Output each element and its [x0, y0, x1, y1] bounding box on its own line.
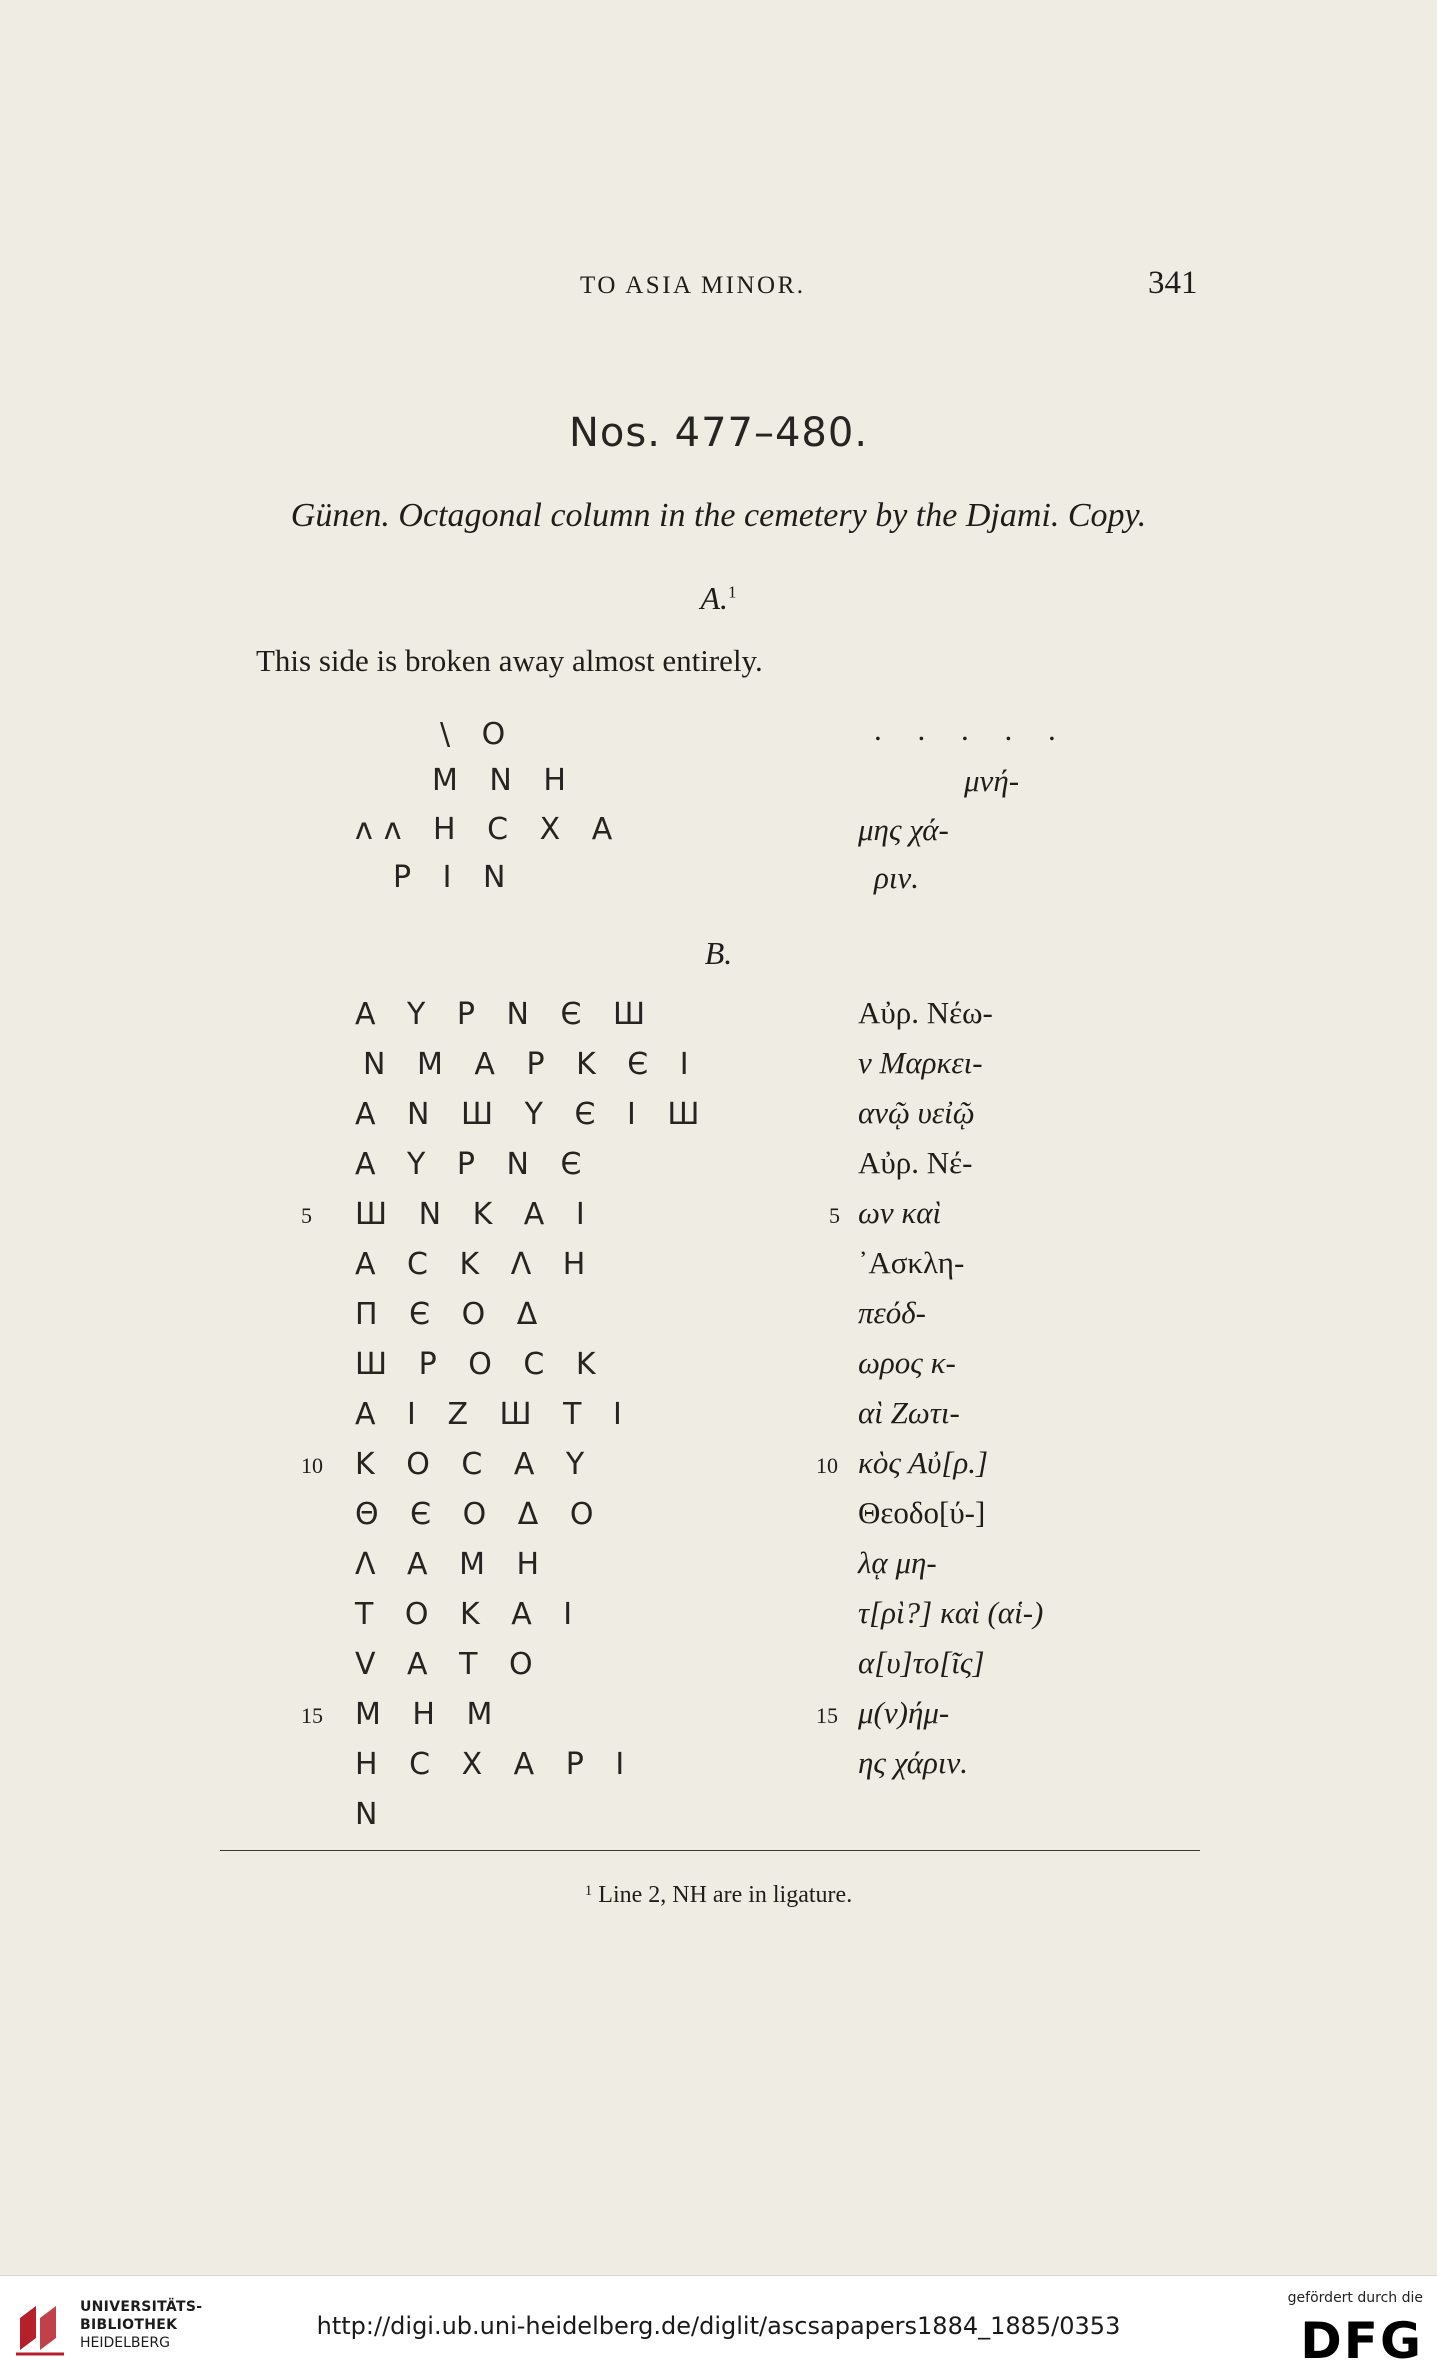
transcription-line: . . . . .: [874, 712, 1070, 747]
uncial-line: M H M: [355, 1697, 504, 1732]
uncial-line: N M A P K Є I: [363, 1047, 700, 1082]
section-b-label: B.: [704, 935, 733, 971]
transcription-line: τ[ρὶ?] καὶ (αἱ-): [858, 1595, 1044, 1630]
transcription-line: αὶ Ζωτι-: [858, 1395, 960, 1430]
uncial-line: Ш N K A I: [355, 1197, 596, 1232]
transcription-line: πεόδ-: [858, 1295, 926, 1330]
uncial-line: П Є O Δ: [355, 1297, 549, 1332]
line-number: 5: [829, 1203, 840, 1228]
line-number: 10: [301, 1453, 323, 1478]
line-number: 5: [301, 1203, 312, 1228]
uncial-line: Λ A M H: [355, 1547, 551, 1582]
digitization-footer: [0, 2275, 1437, 2380]
transcription-line: μνή-: [964, 763, 1020, 798]
line-number: 15: [816, 1703, 838, 1728]
transcription-line: ᾿Ασκλη-: [858, 1245, 965, 1280]
source-url[interactable]: http://digi.ub.uni-heidelberg.de/diglit/ascsapapers1884_1885/0353: [316, 2312, 1121, 2340]
uncial-line: T O K A I: [355, 1597, 584, 1632]
uncial-line: H C X A P I: [355, 1747, 636, 1782]
transcription-line: κὸς Αὐ[ρ.]: [858, 1445, 989, 1480]
transcription-line: ωρος κ-: [858, 1345, 956, 1380]
uncial-line: P I N: [393, 860, 517, 895]
transcription-line: Αὐρ. Νέ-: [858, 1145, 973, 1180]
section-a-heading: [0, 580, 1437, 617]
institution-name: UNIVERSITÄTS- BIBLIOTHEK HEIDELBERG: [80, 2299, 203, 2351]
transcription-line: λᾳ μη-: [858, 1545, 937, 1580]
uncial-line: V A T O: [355, 1647, 544, 1682]
transcription-line: μ(ν)ήμ-: [858, 1695, 950, 1730]
transcription-line: ανῷ υεἰῷ: [858, 1095, 975, 1130]
page-title: Nos. 477–480.: [568, 410, 869, 456]
footnote-ref: 1: [728, 582, 737, 602]
uncial-line: A Y P N Є Ш: [355, 997, 657, 1032]
transcription-line: ν Μαρκει-: [858, 1045, 983, 1080]
transcription-line: α[υ]το[ῖς]: [858, 1645, 985, 1680]
footnote-text: Line 2, NH are in ligature.: [598, 1882, 853, 1908]
transcription-line: Θεοδο[ύ-]: [858, 1495, 986, 1530]
transcription-line: μης χά-: [858, 812, 949, 847]
uncial-line: N: [355, 1797, 389, 1832]
inscription-description: Günen. Octagonal column in the cemetery by the Djami. Copy.: [290, 497, 1147, 534]
footnote-divider: [220, 1850, 1200, 1851]
footnote: [0, 1882, 1437, 1909]
uncial-line: A N Ш Y Є I Ш: [355, 1097, 711, 1132]
line-number: 10: [816, 1453, 838, 1478]
uncial-line: M N H: [432, 763, 577, 798]
uncial-line: Θ Є O Δ O: [355, 1497, 605, 1532]
transcription-line: ων καὶ: [858, 1195, 942, 1230]
running-head: TO ASIA MINOR.: [580, 272, 806, 299]
funding-label: gefördert durch die: [1287, 2290, 1423, 2306]
line-number: 15: [301, 1703, 323, 1728]
page-number: 341: [1148, 265, 1198, 301]
uncial-line: A C K Λ H: [355, 1247, 597, 1282]
transcription-line: ριν.: [874, 860, 920, 895]
uncial-line: Ш P O C K: [355, 1347, 607, 1382]
section-a-note: This side is broken away almost entirely.: [256, 643, 763, 678]
transcription-line: ης χάριν.: [858, 1745, 968, 1780]
uncial-line: A Y P N Є: [355, 1147, 593, 1182]
dfg-logo: DFG: [1300, 2312, 1423, 2370]
uncial-line: \ O: [440, 717, 517, 752]
uncial-line: ʌʌ H C X A: [355, 812, 624, 847]
uncial-line: A I Z Ш T I: [355, 1397, 633, 1432]
uncial-line: K O C A Y: [355, 1447, 596, 1482]
footnote-mark: 1: [584, 1883, 593, 1899]
section-a-label: A.: [700, 580, 729, 616]
transcription-line: Αὐρ. Νέω-: [858, 995, 993, 1030]
